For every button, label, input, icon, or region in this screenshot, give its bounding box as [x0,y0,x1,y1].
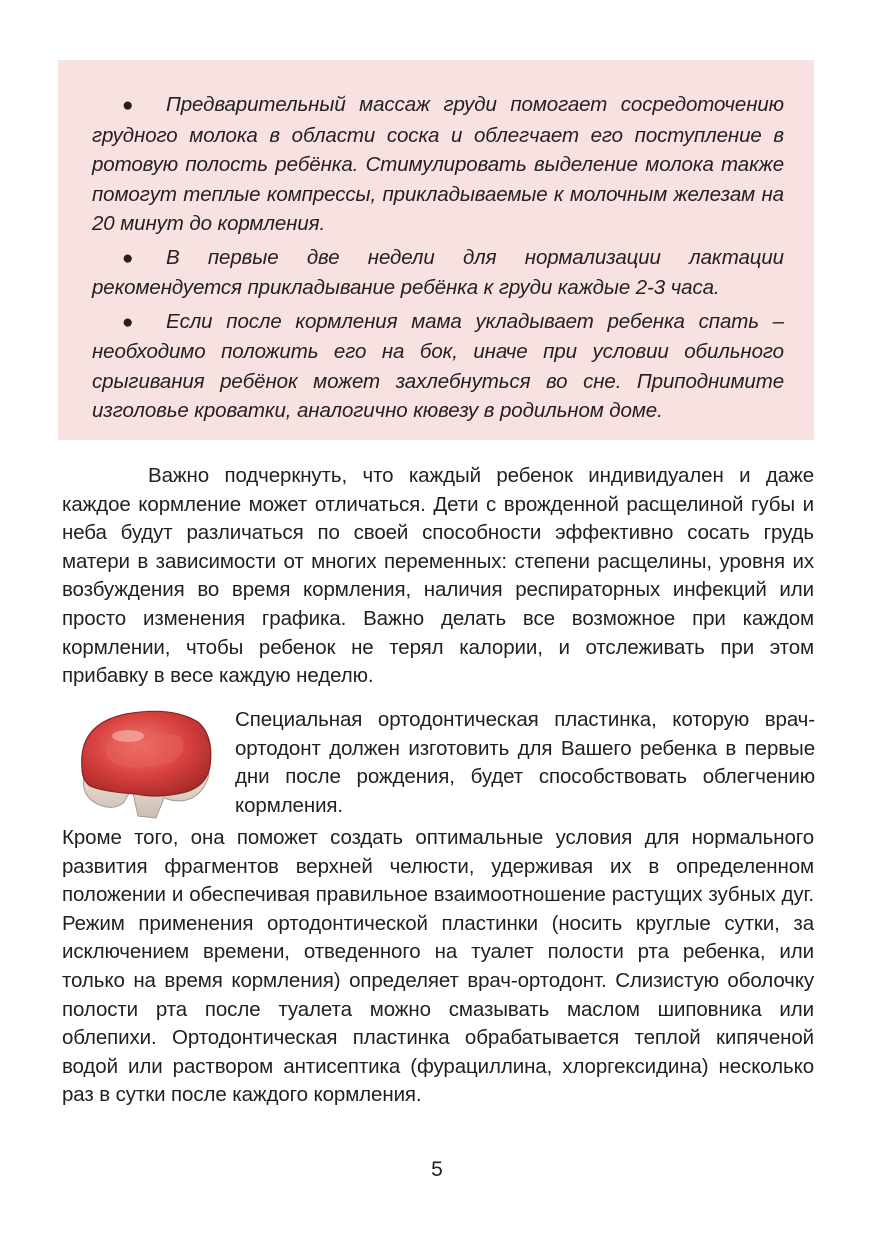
bullet-icon: ● [122,95,134,116]
tip-text: В первые две недели для нормализации лактации рекомендуется прикладывание ребёнка к груди каждые 2-3 часа. [92,245,784,299]
tip-item [92,307,784,426]
bullet-icon: ● [122,247,134,269]
orthodontic-plate-image [76,706,216,822]
paragraph-plate-usage: Кроме того, она поможет создать оптимальные условия для нормального развития фрагментов верхней челюсти, удерживая их в определенном положении и обеспечивая правильное взаимоотношение растущих зубных дуг. Режим применения ортодонтической пластинки (носить круглые сутки, за исключением времени, отведенного на туалет полости рта ребенка, или только на время кормления) определяет врач-ортодонт. Слизистую оболочку полости рта после туалета можно смазывать маслом шиповника или облепихи. Ортодонтическая пластинка обрабатывается теплой кипяченой водой или раствором антисептика (фурациллина, хлоргексидина) несколько раз в сутки после каждого кормления. [62,826,814,1107]
paragraph-orthodontic-plate: Специальная ортодонтическая пластинка, которую врач-ортодонт должен изготовить для Вашего ребенка в первые дни после рождения, будет способствовать облегчению кормления. [235,708,815,817]
tips-box [58,60,814,440]
tip-item [92,243,784,303]
tip-text: Если после кормления мама укладывает ребенка спать – необходимо положить его на бок, иначе при условии обильного срыгивания ребёнок может захлебнуться во сне. Приподнимите изголовье кроватки, аналогично кювезу в родильном доме. [92,309,784,422]
bullet-icon: ● [122,311,134,333]
tip-item [92,90,784,239]
page-number: 5 [431,1158,443,1181]
orthodontic-plate-icon [76,706,216,822]
paragraph-individuality: Важно подчеркнуть, что каждый ребенок индивидуален и даже каждое кормление может отличаться. Дети с врожденной расщелиной губы и неба будут различаться по своей способности эффективно сосать грудь матери в зависимости от многих переменных: степени расщелины, уровня их возбуждения во время кормления, наличия респираторных инфекций или просто изменения графика. Важно делать все возможное при каждом кормлении, чтобы ребенок не терял калории, и отслеживать при этом прибавку в весе каждую неделю. [62,464,814,688]
tip-text: Предварительный массаж груди помогает сосредоточению грудного молока в области соска и облегчает его поступление в ротовую полость ребёнка. Стимулировать выделение молока также помогут теплые компрессы, прикладываемые к молочным железам на 20 минут до кормления. [92,93,784,235]
